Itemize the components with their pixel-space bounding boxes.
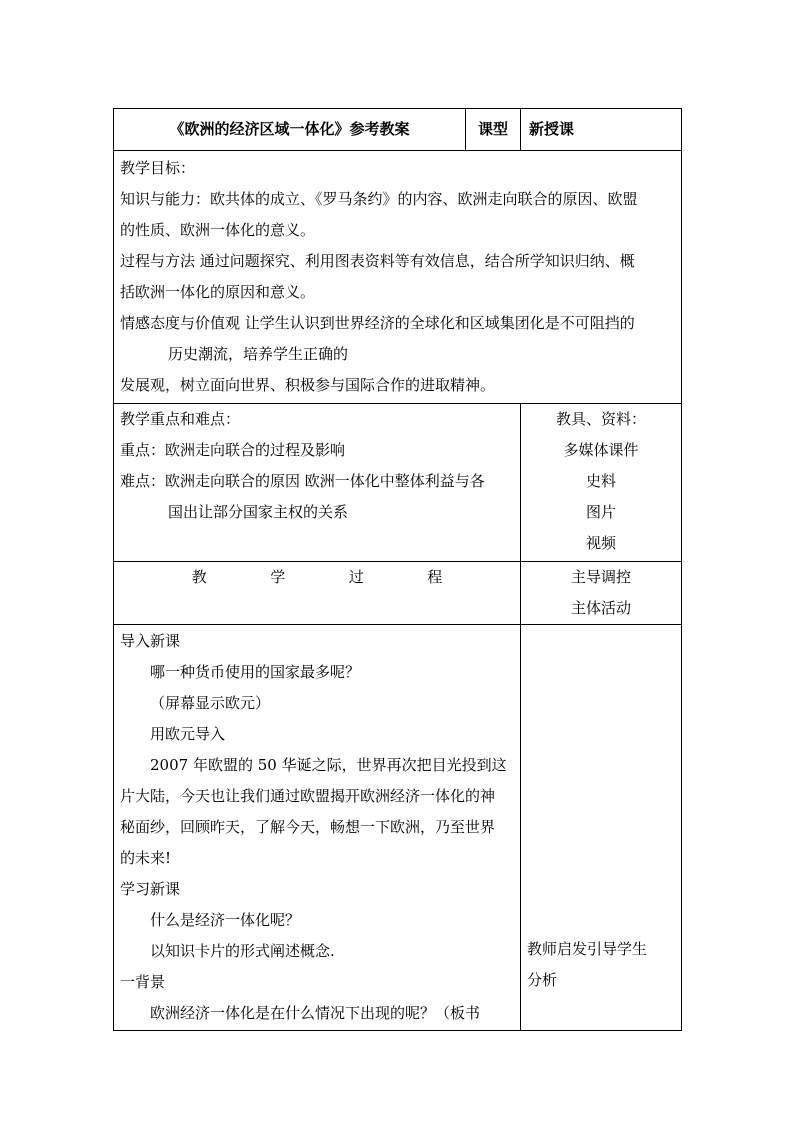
- emotion-line-3: 发展观，树立面向世界、积极参与国际合作的进取精神。: [120, 376, 496, 394]
- process-header-row: [114, 562, 682, 625]
- process-heading-char: 过: [348, 568, 364, 586]
- intro-paragraph-line-2: 片大陆，今天也让我们通过欧盟揭开欧洲经济一体化的神: [120, 787, 496, 805]
- knowledge-line-1: 知识与能力：欧共体的成立、《罗马条约》的内容、欧洲走向联合的原因、欧盟: [120, 190, 638, 208]
- document-title: 《欧洲的经济区域一体化》参考教案: [114, 109, 466, 151]
- teacher-note-line-2: 分析: [527, 971, 558, 989]
- lesson-type-value: 新授课: [521, 109, 682, 151]
- resource-item: 多媒体课件: [563, 441, 639, 459]
- resources-cell: [521, 404, 682, 562]
- teacher-note-line-1: 教师启发引导学生: [527, 940, 648, 958]
- new-lesson-heading: 学习新课: [120, 880, 181, 898]
- objectives-row: [114, 151, 682, 404]
- section-background-heading: 一背景: [120, 973, 166, 991]
- resources-heading: 教具、资料：: [555, 410, 646, 428]
- process-heading-char: 学: [270, 568, 286, 586]
- resource-item: 史料: [585, 472, 616, 490]
- objectives-heading: 教学目标：: [120, 159, 196, 177]
- lesson-body-cell: [114, 625, 521, 1031]
- key-points-heading: 教学重点和难点：: [120, 410, 241, 428]
- concept-question: 什么是经济一体化呢？: [150, 911, 301, 929]
- key-points-row: [114, 404, 682, 562]
- resource-item: 图片: [585, 503, 616, 521]
- intro-heading: 导入新课: [120, 632, 181, 650]
- key-point-line: 重点：欧洲走向联合的过程及影响: [120, 441, 346, 459]
- intro-paragraph-line-1: 2007 年欧盟的 50 华诞之际，世界再次把目光投到这: [150, 756, 507, 774]
- control-label: 主导调控: [570, 568, 631, 586]
- concept-method: 以知识卡片的形式阐述概念.: [150, 942, 335, 960]
- activity-label: 主体活动: [570, 599, 631, 617]
- teacher-note-cell: [521, 625, 682, 1031]
- process-line-1: 过程与方法 通过问题探究、利用图表资料等有效信息，结合所学知识归纳、概: [120, 252, 635, 270]
- lesson-type-label: 课型: [466, 109, 521, 151]
- process-header-cell: [114, 562, 521, 625]
- intro-note: （屏幕显示欧元）: [150, 694, 271, 712]
- intro-question: 哪一种货币使用的国家最多呢？: [150, 663, 361, 681]
- objectives-cell: [114, 151, 682, 404]
- control-header-cell: [521, 562, 682, 625]
- emotion-line-1: 情感态度与价值观 让学生认识到世界经济的全球化和区域集团化是不可阻挡的: [120, 314, 635, 332]
- lesson-plan-table: [113, 108, 682, 1031]
- process-heading-char: 程: [427, 568, 443, 586]
- intro-paragraph-line-4: 的未来!: [120, 849, 172, 867]
- background-question: 欧洲经济一体化是在什么情况下出现的呢？（板书: [150, 1004, 481, 1022]
- difficult-point-line-2: 国出让部分国家主权的关系: [168, 503, 349, 521]
- intro-paragraph-line-3: 秘面纱，回顾昨天，了解今天，畅想一下欧洲，乃至世界: [120, 818, 496, 836]
- intro-lead: 用欧元导入: [150, 725, 226, 743]
- key-points-cell: [114, 404, 521, 562]
- emotion-line-2: 历史潮流，培养学生正确的: [168, 345, 349, 363]
- process-heading-char: 教: [191, 568, 207, 586]
- lesson-plan-page: [113, 108, 681, 1031]
- process-heading: [120, 562, 514, 593]
- knowledge-line-2: 的性质、欧洲一体化的意义。: [120, 221, 316, 239]
- process-line-2: 括欧洲一体化的原因和意义。: [120, 283, 316, 301]
- lesson-body-row: [114, 625, 682, 1031]
- resource-item: 视频: [585, 534, 616, 552]
- difficult-point-line-1: 难点：欧洲走向联合的原因 欧洲一体化中整体利益与各: [120, 472, 485, 490]
- header-row: [114, 109, 682, 151]
